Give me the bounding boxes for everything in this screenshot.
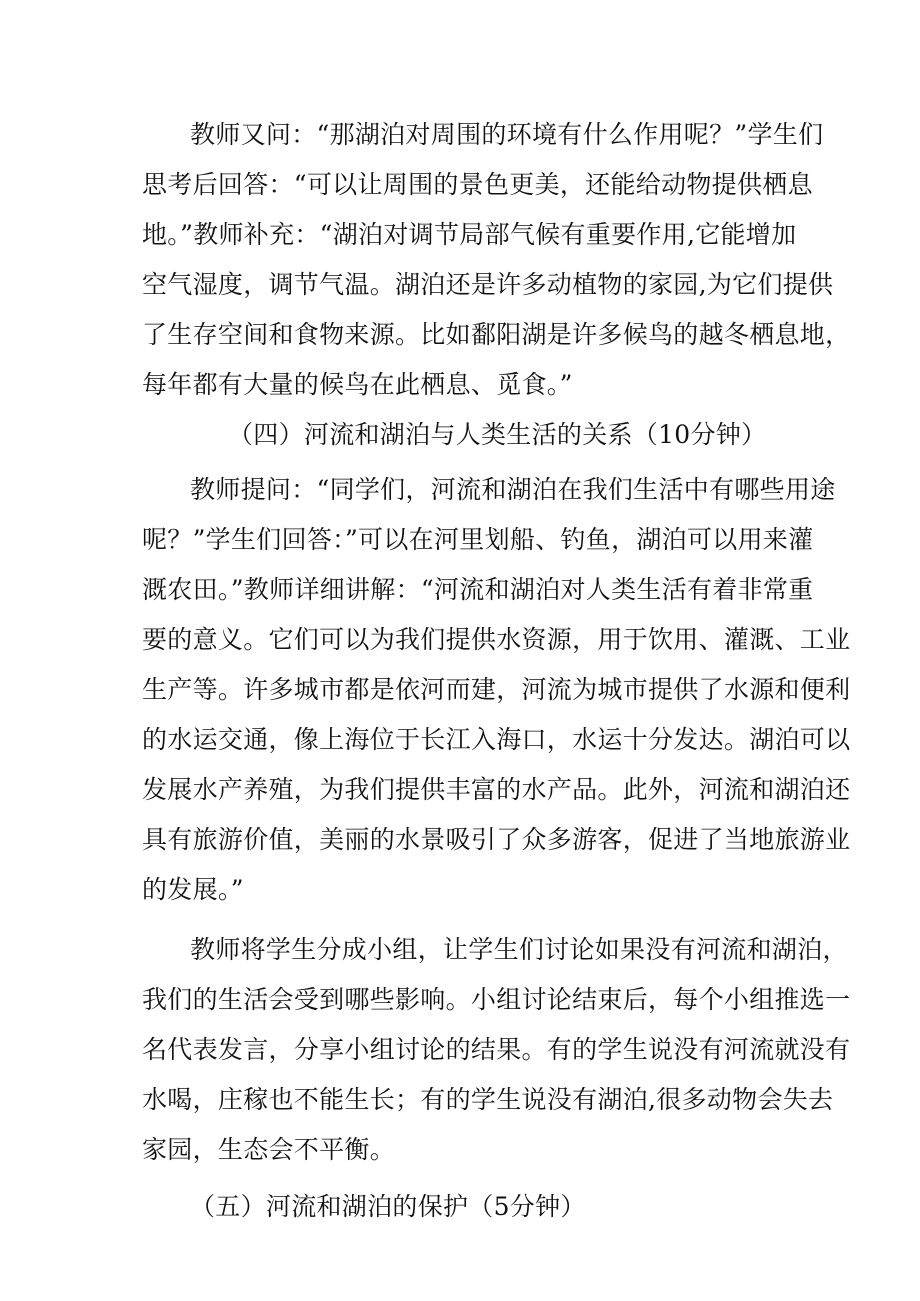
paragraph-3-line-1: 教师将学生分成小组，让学生们讨论如果没有河流和湖泊， (190, 935, 848, 964)
paragraph-1-line-6: 每年都有大量的候鸟在此栖息、觅食。” (142, 370, 573, 399)
paragraph-1-line-3: 地。”教师补充：“湖泊对调节局部气候有重要作用,它能增加 (142, 220, 797, 249)
paragraph-2-line-9: 的发展。” (142, 875, 244, 904)
paragraph-2-line-7: 发展水产养殖，为我们提供丰富的水产品。此外，河流和湖泊还 (142, 775, 851, 804)
paragraph-1-line-4: 空气湿度，调节气温。湖泊还是许多动植物的家园,为它们提供 (142, 270, 834, 299)
paragraph-2-line-1: 教师提问：“同学们，河流和湖泊在我们生活中有哪些用途 (190, 475, 836, 504)
paragraph-1-line-5: 了生存空间和食物来源。比如鄱阳湖是许多候鸟的越冬栖息地， (142, 320, 851, 349)
paragraph-2-line-6: 的水运交通，像上海位于长江入海口，水运十分发达。湖泊可以 (142, 725, 851, 754)
paragraph-3-line-3: 名代表发言，分享小组讨论的结果。有的学生说没有河流就没有 (142, 1035, 851, 1064)
paragraph-3-line-2: 我们的生活会受到哪些影响。小组讨论结束后，每个小组推选一 (142, 985, 851, 1014)
paragraph-2-line-3: 溉农田。”教师详细讲解：“河流和湖泊对人类生活有着非常重 (142, 575, 814, 604)
paragraph-1-line-2: 思考后回答：“可以让周围的景色更美，还能给动物提供栖息 (142, 170, 813, 199)
section-4-heading: （四）河流和湖泊与人类生活的关系（10分钟） (228, 420, 767, 449)
paragraph-1-line-1: 教师又问：“那湖泊对周围的环境有什么作用呢？”学生们 (190, 120, 824, 149)
paragraph-3-line-5: 家园，生态会不平衡。 (142, 1135, 396, 1164)
paragraph-3-line-4: 水喝，庄稼也不能生长；有的学生说没有湖泊,很多动物会失去 (142, 1085, 834, 1114)
section-5-heading: （五）河流和湖泊的保护（5分钟） (190, 1192, 586, 1221)
paragraph-2-line-8: 具有旅游价值，美丽的水景吸引了众多游客，促进了当地旅游业 (142, 825, 851, 854)
paragraph-2-line-4: 要的意义。它们可以为我们提供水资源，用于饮用、灌溉、工业 (142, 625, 851, 654)
paragraph-2-line-2: 呢？”学生们回答：”可以在河里划船、钓鱼，湖泊可以用来灌 (142, 525, 814, 554)
paragraph-2-line-5: 生产等。许多城市都是依河而建，河流为城市提供了水源和便利 (142, 675, 851, 704)
